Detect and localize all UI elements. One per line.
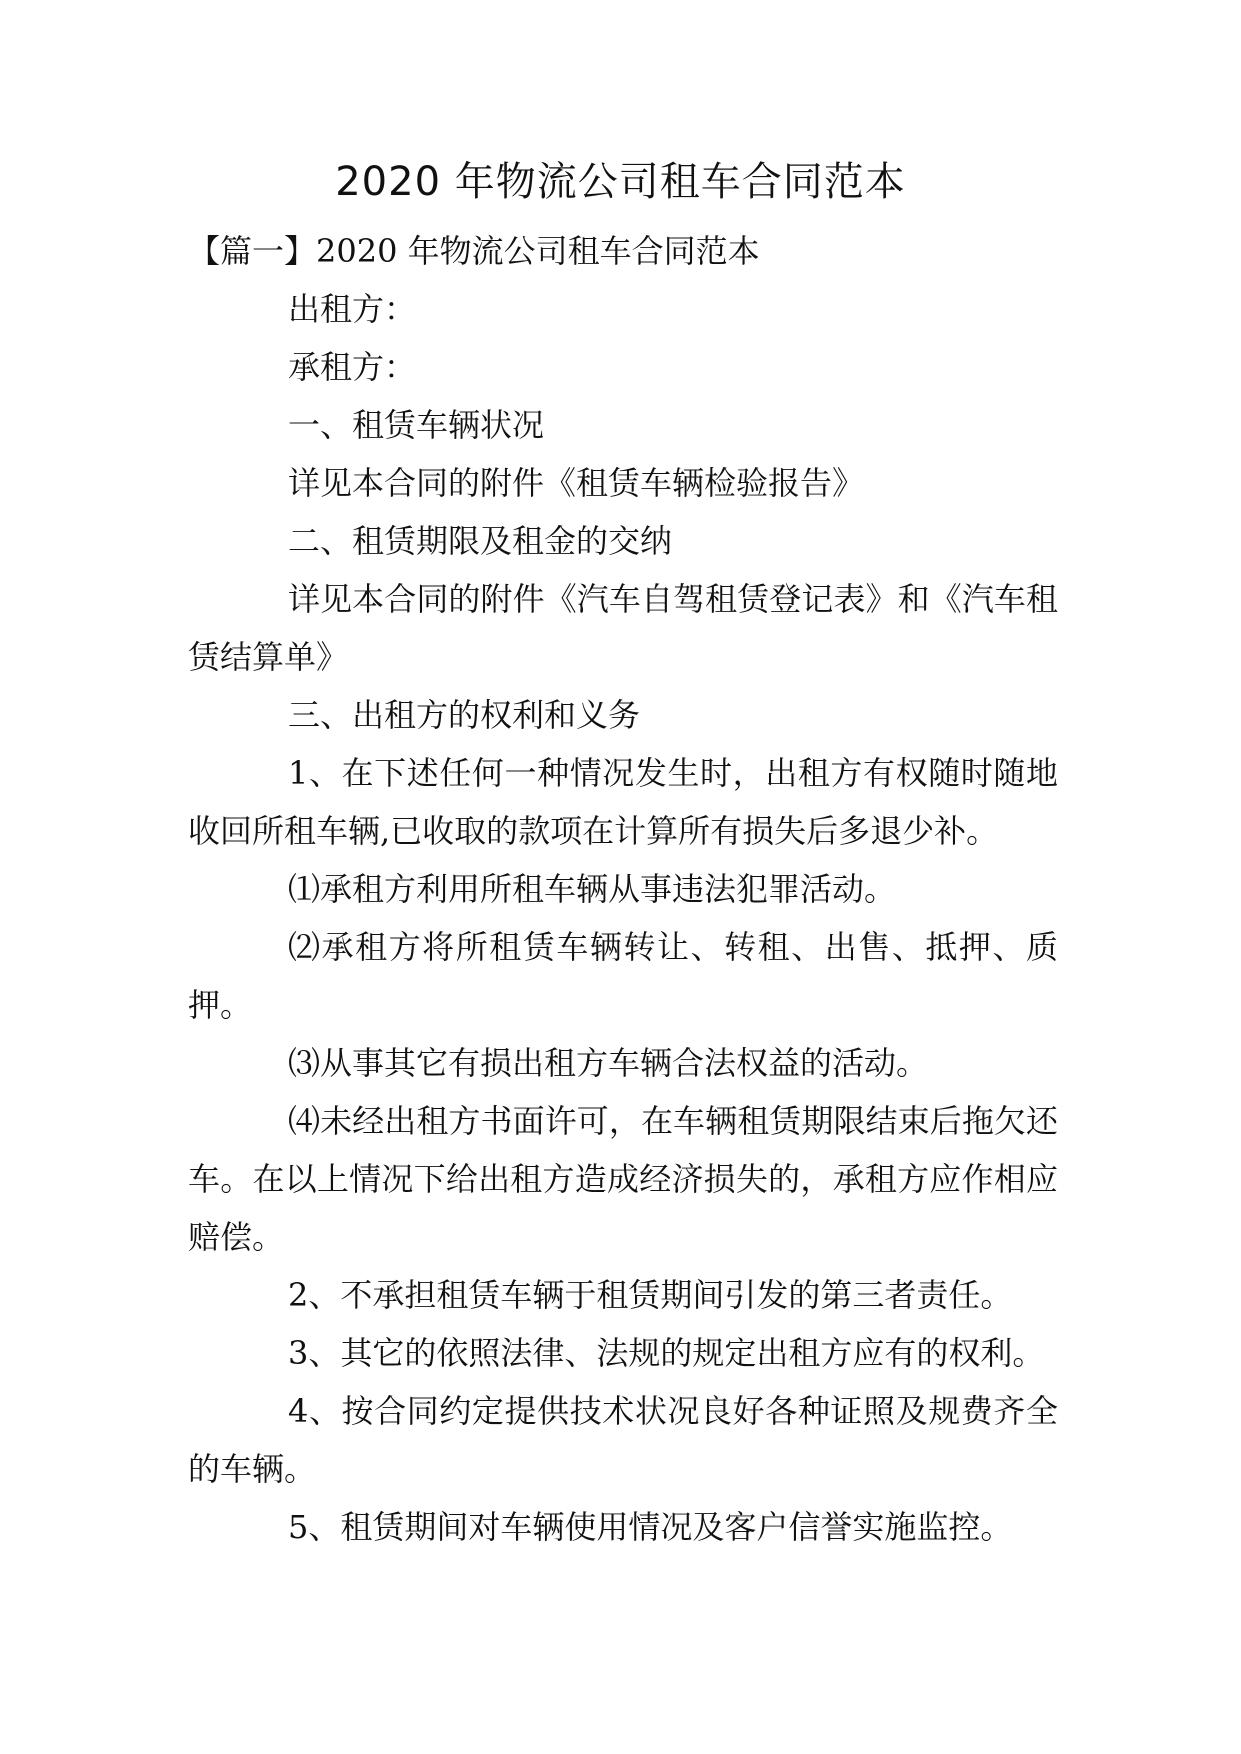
paragraph: ⑵承租方将所租赁车辆转让、转租、出售、抵押、质押。	[188, 928, 1058, 1024]
paragraph: 二、租赁期限及租金的交纳	[288, 522, 673, 560]
paragraph: ⑴承租方利用所租车辆从事违法犯罪活动。	[288, 870, 897, 908]
paragraph: ⑷未经出租方书面许可，在车辆租赁期限结束后拖欠还车。在以上情况下给出租方造成经济损失的，承租方应作相应赔偿。	[188, 1102, 1058, 1256]
paragraph: 承租方：	[288, 348, 417, 386]
paragraph: 1、在下述任何一种情况发生时，出租方有权随时随地收回所租车辆,已收取的款项在计算所有损失后多退少补。	[188, 754, 1058, 850]
document-body	[188, 222, 1058, 1556]
paragraph: 三、出租方的权利和义务	[288, 696, 641, 734]
paragraph: 5、租赁期间对车辆使用情况及客户信誉实施监控。	[288, 1508, 1013, 1546]
paragraph: 详见本合同的附件《汽车自驾租赁登记表》和《汽车租赁结算单》	[188, 580, 1058, 676]
paragraph: 详见本合同的附件《租赁车辆检验报告》	[288, 464, 865, 502]
paragraph: ⑶从事其它有损出租方车辆合法权益的活动。	[288, 1044, 929, 1082]
paragraph: 4、按合同约定提供技术状况良好各种证照及规费齐全的车辆。	[188, 1392, 1058, 1488]
paragraph: 2、不承担租赁车辆于租赁期间引发的第三者责任。	[288, 1276, 1013, 1314]
paragraph: 3、其它的依照法律、法规的规定出租方应有的权利。	[288, 1334, 1045, 1372]
paragraph: 出租方：	[288, 290, 417, 328]
paragraph: 一、租赁车辆状况	[288, 406, 545, 444]
page-title: 2020 年物流公司租车合同范本	[335, 159, 906, 205]
paragraph: 【篇一】2020 年物流公司租车合同范本	[188, 232, 760, 270]
